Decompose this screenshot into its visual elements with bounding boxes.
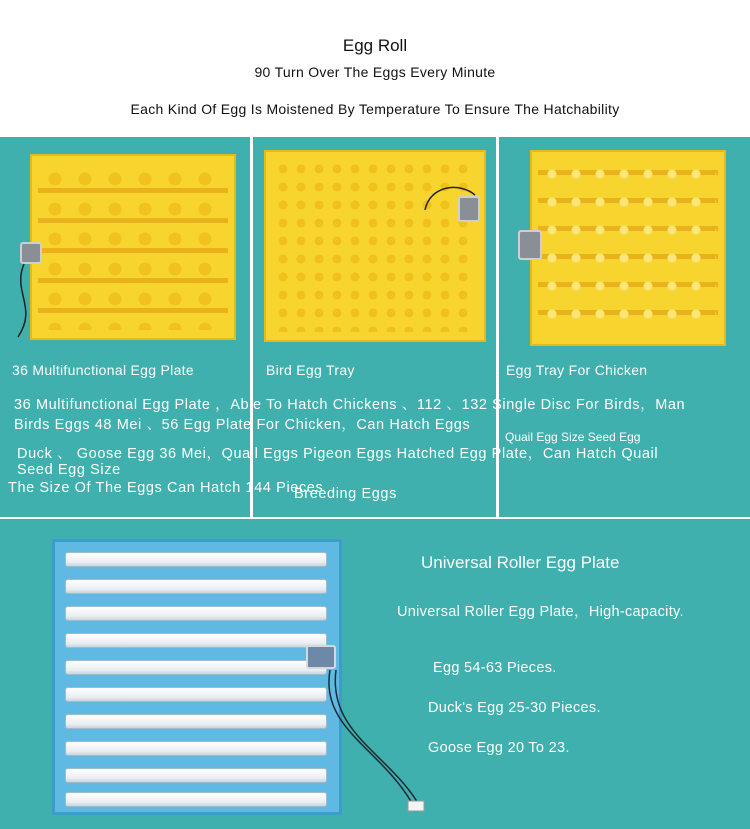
wire-icon [8, 262, 48, 342]
page-tagline: Each Kind Of Egg Is Moistened By Temperature To Ensure The Hatchability [130, 101, 620, 117]
product-label: 36 Multifunctional Egg Plate [12, 362, 194, 378]
description-line: The Size Of The Eggs Can Hatch 144 Pieces [8, 480, 324, 496]
description-line: Seed Egg Size [17, 462, 121, 478]
product-label: Bird Egg Tray [266, 362, 355, 378]
wire-icon [420, 180, 480, 220]
description-overlap: Quail Egg Size Seed Egg [505, 430, 641, 444]
description-line: Breeding Eggs [294, 486, 397, 502]
page-subtitle: 90 Turn Over The Eggs Every Minute [254, 64, 496, 80]
motor-icon [306, 645, 336, 669]
roller-line: Egg 54-63 Pieces. [433, 660, 557, 676]
tray-image-bird [264, 150, 486, 342]
tray-image-multifunctional [30, 154, 236, 340]
roller-line: Universal Roller Egg Plate，High-capacity. [397, 604, 684, 620]
roller-line: Goose Egg 20 To 23. [428, 740, 570, 756]
motor-icon [518, 230, 542, 260]
tray-image-chicken [530, 150, 726, 346]
roller-line: Duck's Egg 25-30 Pieces. [428, 700, 601, 716]
roller-title: Universal Roller Egg Plate [421, 553, 620, 572]
description-line: Duck 、 Goose Egg 36 Mei，Quail Eggs Pigeon Eggs Hatched Egg Plate，Can Hatch Quail [17, 446, 659, 462]
page-title: Egg Roll [342, 36, 408, 55]
product-label: Egg Tray For Chicken [506, 362, 648, 378]
description-line: 36 Multifunctional Egg Plate ，Able To Hatch Chickens 、112 、132 Single Disc For Birds，Man [14, 397, 686, 413]
roller-tray-image [52, 539, 342, 815]
wire-icon [320, 668, 430, 818]
description-line: Birds Eggs 48 Mei 、56 Egg Plate For Chicken，Can Hatch Eggs [14, 417, 471, 433]
motor-icon [20, 242, 42, 264]
